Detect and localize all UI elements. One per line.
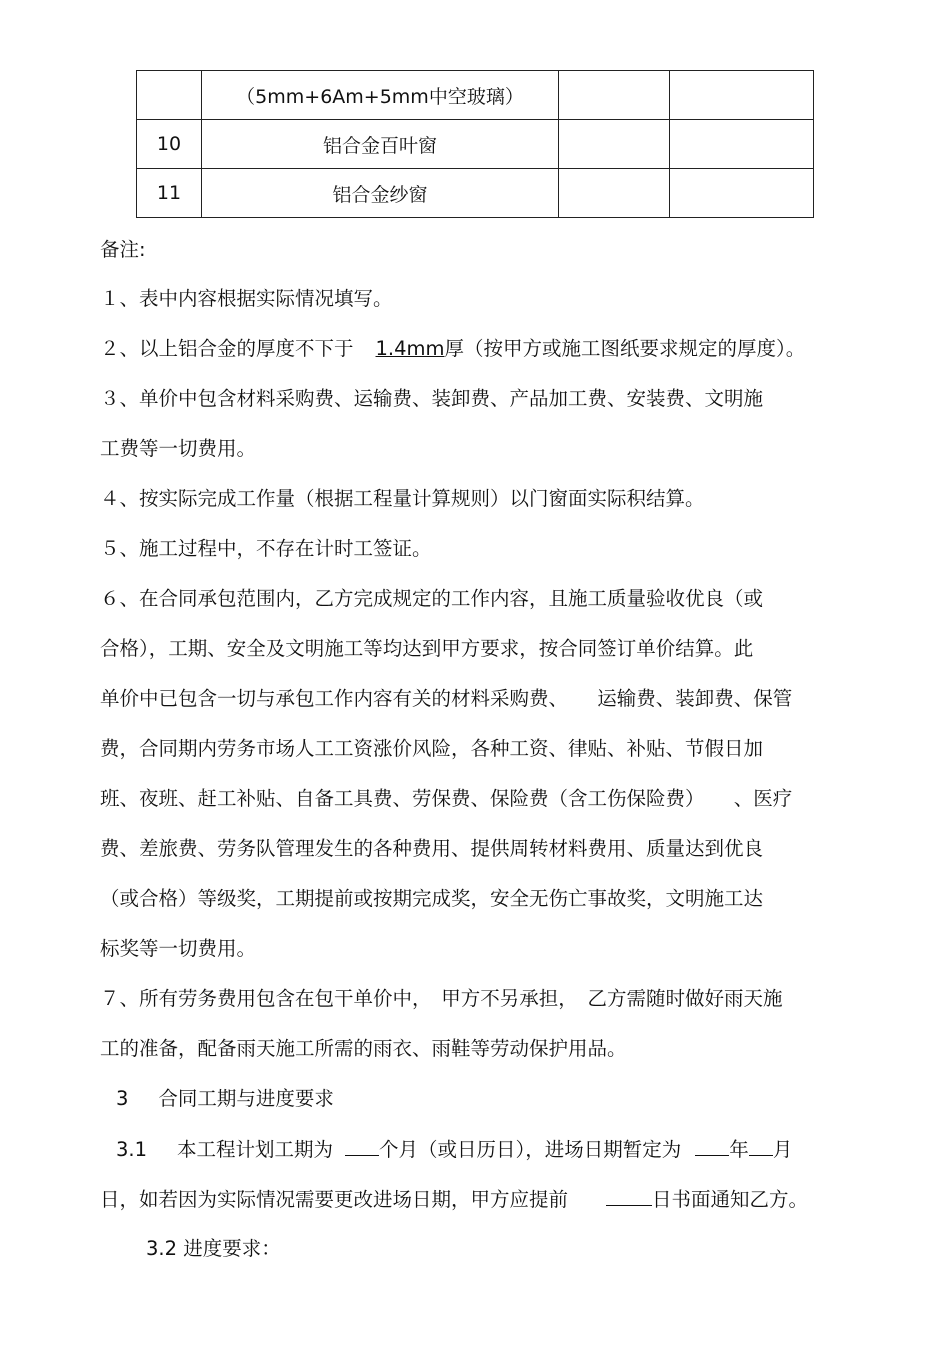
clause-3-1-line-1: [116, 1139, 792, 1160]
note-6-line-2: 合格），工期、安全及文明施工等均达到甲方要求，按合同签订单价结算。此: [100, 637, 754, 660]
note-2-text-end: 厚（按甲方或施工图纸要求规定的厚度）。: [444, 337, 806, 360]
section-3-heading: [116, 1089, 334, 1109]
notes-title: 备注:: [100, 238, 146, 261]
note-4: ４、按实际完成工作量（根据工程量计算规则）以门窗面实际积结算。: [100, 487, 705, 510]
note-6-line-8: 标奖等一切费用。: [100, 937, 257, 960]
month-label: 月: [772, 1138, 793, 1161]
row-item-name: 铝合金纱窗: [202, 169, 559, 218]
note-7-line-2: 工的准备，配备雨天施工所需的雨衣、雨鞋等劳动保护用品。: [100, 1037, 627, 1060]
year-label: 年: [729, 1138, 749, 1161]
note-3-line-1: ３、单价中包含材料采购费、运输费、装卸费、产品加工费、安装费、文明施: [100, 387, 764, 410]
note-6-line-5: 班、夜班、赶工补贴、自备工具费、劳保费、保险费（含工伤保险费） 、医疗: [100, 787, 793, 810]
row-cell: [559, 71, 670, 120]
note-1: １、表中内容根据实际情况填写。: [100, 287, 393, 310]
note-6-line-7: （或合格）等级奖，工期提前或按期完成奖，安全无伤亡事故奖，文明施工达: [100, 887, 764, 910]
note-2: [100, 339, 805, 359]
clause-text: 个月（或日历日），进场日期暂定为: [379, 1138, 682, 1161]
note-3-line-2: 工费等一切费用。: [100, 437, 257, 460]
note-6-line-4: 费，合同期内劳务市场人工工资涨价风险，各种工资、律贴、补贴、节假日加: [100, 737, 764, 760]
section-number: 3: [116, 1087, 129, 1110]
year-blank[interactable]: [695, 1139, 729, 1156]
note-7-line-1: ７、所有劳务费用包含在包干单价中， 甲方不另承担， 乙方需随时做好雨天施: [100, 987, 783, 1010]
materials-table: [136, 70, 814, 218]
month-blank[interactable]: [749, 1139, 773, 1156]
table-row: [137, 71, 814, 120]
clause-text: 日书面通知乙方。: [652, 1188, 809, 1211]
row-number: 11: [137, 169, 202, 218]
clause-3-2: 3.2 进度要求：: [146, 1237, 281, 1260]
row-cell: [559, 120, 670, 169]
note-6-line-6: 费、差旅费、劳务队管理发生的各种费用、提供周转材料费用、质量达到优良: [100, 837, 764, 860]
row-item-name: 铝合金百叶窗: [202, 120, 559, 169]
table-row: [137, 120, 814, 169]
row-item-name: （5mm+6Am+5mm中空玻璃）: [202, 71, 559, 120]
clause-3-1-line-2: [100, 1189, 808, 1210]
section-title: 合同工期与进度要求: [158, 1087, 334, 1110]
row-cell: [559, 169, 670, 218]
clause-text: 日，如若因为实际情况需要更改进场日期，甲方应提前: [100, 1188, 569, 1211]
duration-blank[interactable]: [345, 1139, 379, 1156]
table-row: [137, 169, 814, 218]
row-cell: [670, 120, 814, 169]
thickness-value: 1.4mm: [375, 337, 445, 360]
row-number: [137, 71, 202, 120]
note-2-text: ２、以上铝合金的厚度不下于: [100, 337, 354, 360]
note-6-line-1: ６、在合同承包范围内，乙方完成规定的工作内容，且施工质量验收优良（或: [100, 587, 764, 610]
note-5: ５、施工过程中，不存在计时工签证。: [100, 537, 432, 560]
row-cell: [670, 169, 814, 218]
notice-days-blank[interactable]: [606, 1189, 652, 1206]
clause-text: 本工程计划工期为: [177, 1138, 334, 1161]
row-number: 10: [137, 120, 202, 169]
note-6-line-3: 单价中已包含一切与承包工作内容有关的材料采购费、 运输费、装卸费、保管: [100, 687, 793, 710]
row-cell: [670, 71, 814, 120]
clause-number: 3.1: [116, 1138, 148, 1161]
